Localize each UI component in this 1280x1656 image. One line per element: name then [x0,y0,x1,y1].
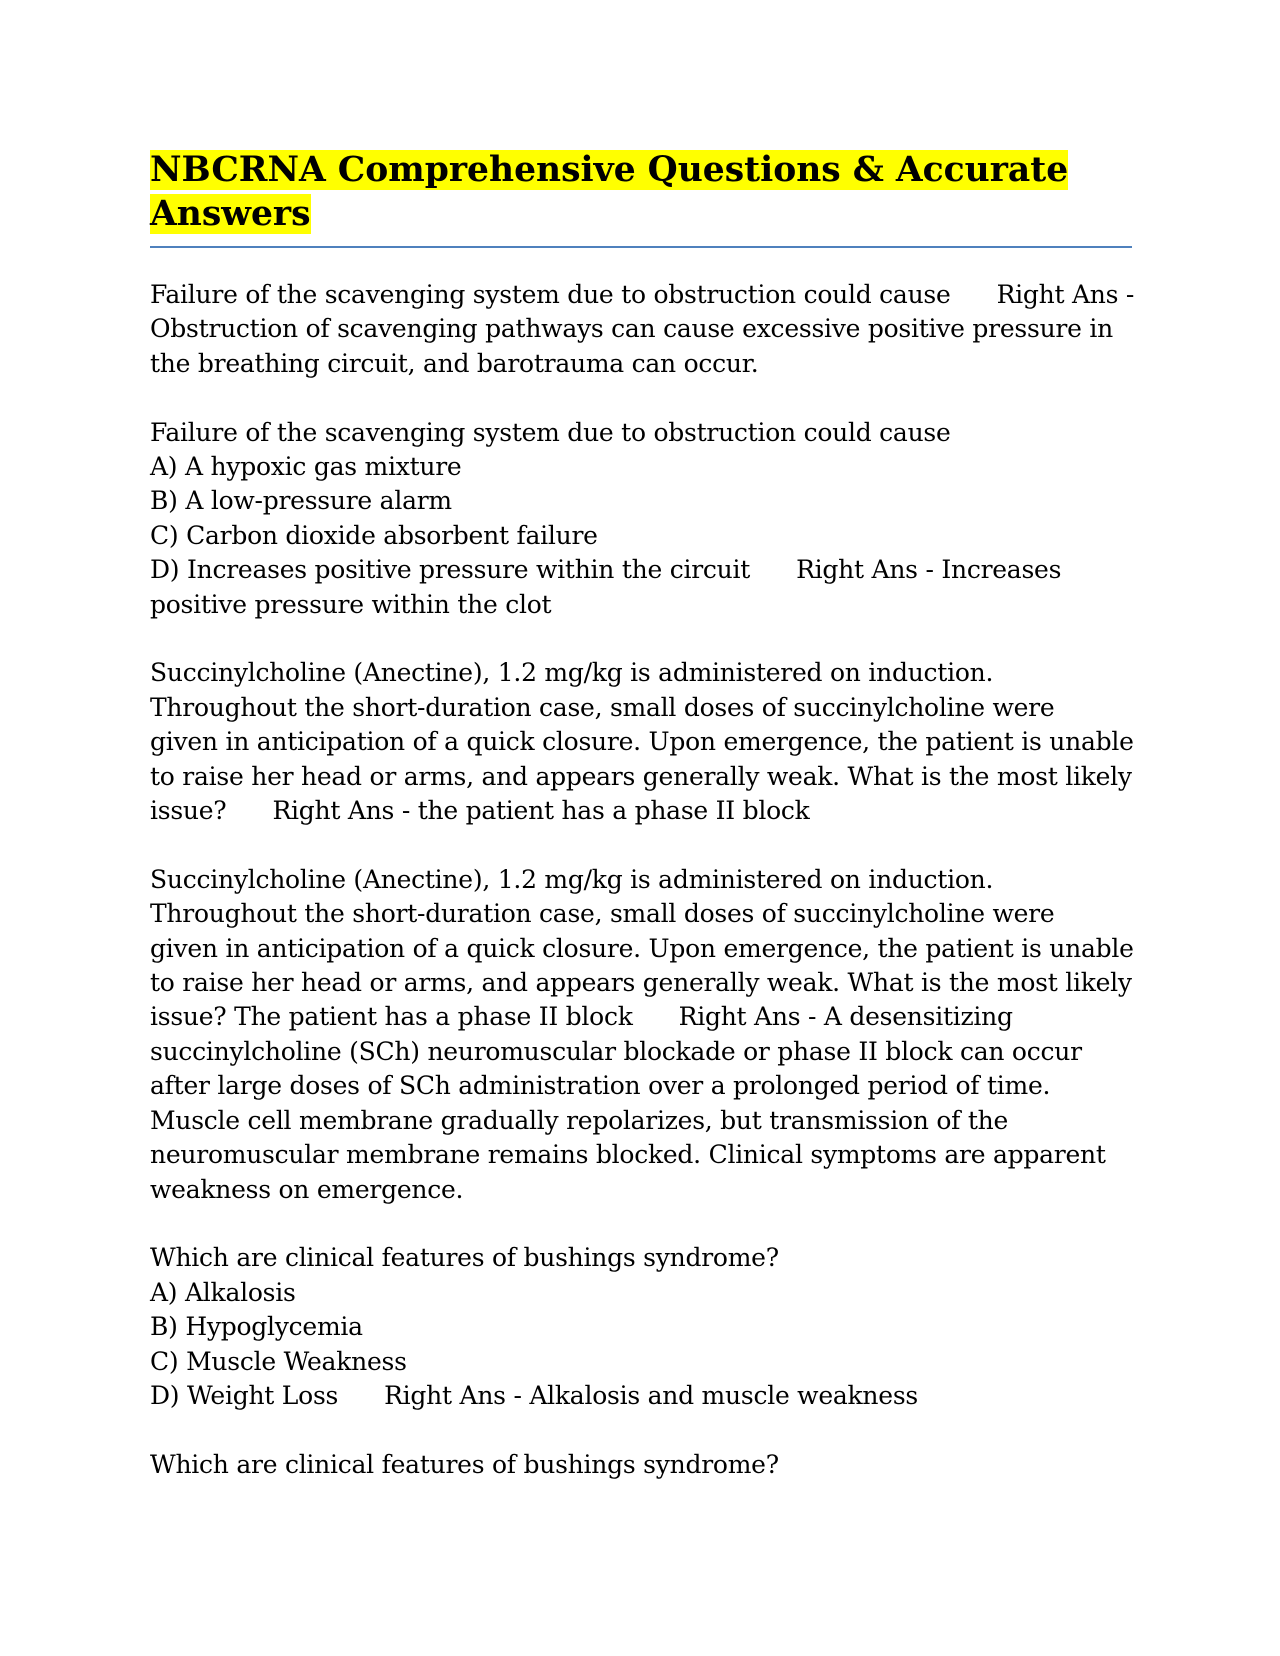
line-text: Which are clinical features of bushings syndrome? [150,1449,779,1479]
text-line [150,1345,1132,1379]
right-answer-text: Right Ans - Increases [796,555,1062,585]
text-line [150,553,1132,587]
line-text: issue? The patient has a phase II block [150,1002,633,1032]
qa-block [150,863,1132,1207]
line-text: Throughout the short-duration case, small doses of succinylcholine were [150,899,1055,929]
text-line [150,519,1132,553]
qa-block [150,656,1132,828]
text-line [150,1138,1132,1172]
text-line [150,897,1132,931]
line-text: after large doses of SCh administration over a prolonged period of time. [150,1071,1051,1101]
line-text: Succinylcholine (Anectine), 1.2 mg/kg is administered on induction. [150,864,994,894]
title-line-2: Answers [150,194,311,234]
line-text: B) Hypoglycemia [150,1312,363,1342]
text-line [150,347,1132,381]
line-text: given in anticipation of a quick closure. Upon emergence, the patient is unable [150,727,1134,757]
text-line [150,1000,1132,1034]
right-answer-text: Right Ans - the patient has a phase II block [272,796,810,826]
right-answer-text: Right Ans - [996,280,1135,309]
text-line [150,691,1132,725]
line-text: given in anticipation of a quick closure. Upon emergence, the patient is unable [150,933,1134,963]
qa-block [150,278,1135,381]
line-text: issue? [150,796,227,826]
line-text: Which are clinical features of bushings syndrome? [150,1243,779,1273]
text-line [150,1241,1132,1275]
line-text: to raise her head or arms, and appears generally weak. What is the most likely [150,968,1132,998]
text-line [150,484,1132,518]
text-line [150,450,1132,484]
text-line [150,1379,1132,1413]
line-text: neuromuscular membrane remains blocked. Clinical symptoms are apparent [150,1140,1106,1170]
text-line [150,1173,1132,1207]
text-line [150,1276,1132,1310]
text-line [150,966,1132,1000]
text-line [150,416,1132,450]
text-line [150,1035,1132,1069]
line-text: C) Carbon dioxide absorbent failure [150,520,598,550]
qa-block [150,1448,1132,1482]
text-line [150,1448,1132,1482]
line-text: to raise her head or arms, and appears generally weak. What is the most likely [150,761,1132,791]
line-text: succinylcholine (SCh) neuromuscular blockade or phase II block can occur [150,1036,1082,1066]
qa-block [150,416,1132,622]
line-text: Failure of the scavenging system due to obstruction could cause [150,280,951,309]
right-answer-text: Right Ans - A desensitizing [678,1002,1013,1032]
line-text: the breathing circuit, and barotrauma can occur. [150,348,759,378]
document-body [150,278,1135,1482]
line-text: positive pressure within the clot [150,589,552,619]
line-text: Throughout the short-duration case, small doses of succinylcholine were [150,692,1055,722]
line-text: D) Increases positive pressure within the circuit [150,555,751,585]
line-text: D) Weight Loss [150,1380,339,1410]
text-line [150,725,1132,759]
document-title [150,148,1132,236]
text-line [150,760,1132,794]
text-line [150,588,1132,622]
text-line [150,278,1135,312]
document-page [150,148,1135,1517]
text-line [150,794,1132,828]
text-line [150,1310,1132,1344]
qa-block [150,1241,1132,1413]
title-underline-rule [150,246,1132,248]
line-text: Failure of the scavenging system due to obstruction could cause [150,417,951,447]
line-text: B) A low-pressure alarm [150,486,452,516]
text-line [150,863,1132,897]
text-line [150,932,1132,966]
line-text: Muscle cell membrane gradually repolarizes, but transmission of the [150,1105,1009,1135]
line-text: Succinylcholine (Anectine), 1.2 mg/kg is administered on induction. [150,658,994,688]
line-text: C) Muscle Weakness [150,1346,407,1376]
line-text: weakness on emergence. [150,1174,464,1204]
line-text: Obstruction of scavenging pathways can cause excessive positive pressure in [150,314,1113,344]
right-answer-text: Right Ans - Alkalosis and muscle weakness [384,1380,918,1410]
text-line [150,1104,1132,1138]
line-text: A) A hypoxic gas mixture [150,452,462,482]
line-text: A) Alkalosis [150,1277,296,1307]
title-line-1: NBCRNA Comprehensive Questions & Accurate [150,150,1069,190]
text-line [150,312,1132,346]
text-line [150,656,1132,690]
text-line [150,1069,1132,1103]
